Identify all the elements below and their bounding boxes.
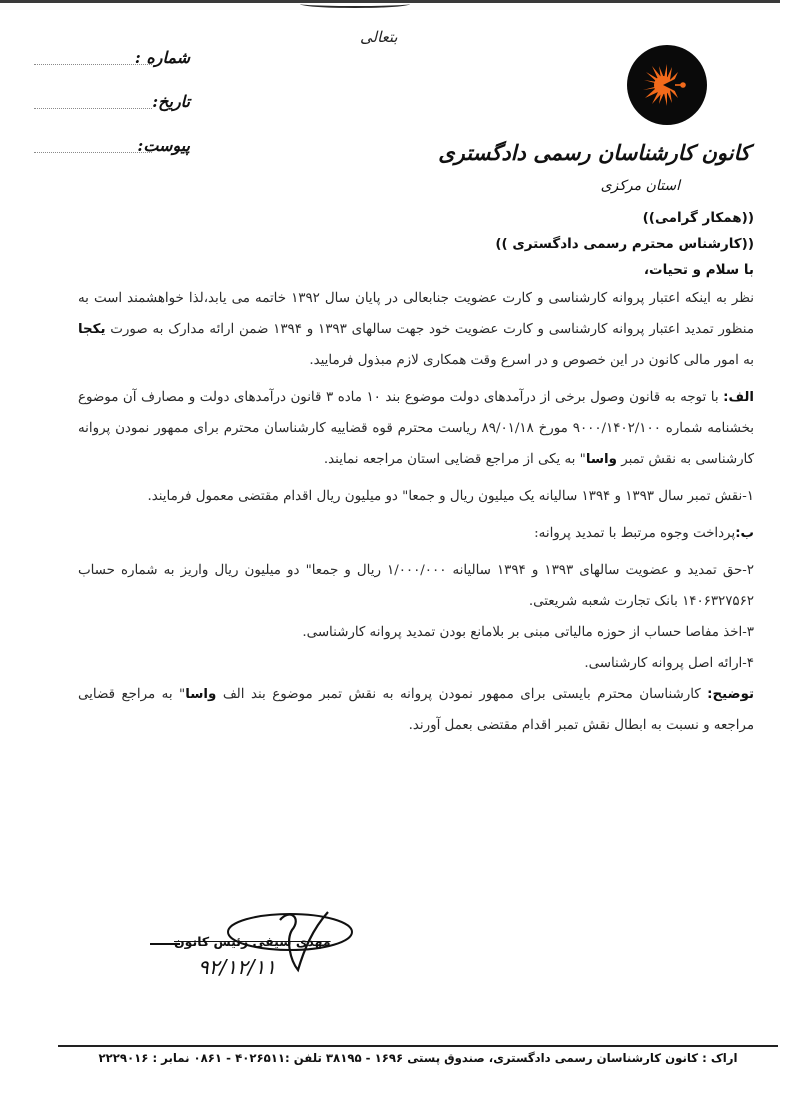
note-text-1: کارشناسان محترم بایستی برای ممهور نمودن پروانه به نقش تمبر موضوع بند الف [216,687,708,702]
section-b-paragraph [78,518,754,549]
section-a-text-2: " به یکی از مراجع قضایی استان مراجعه نمایند. [323,452,586,467]
section-a-bold-word: واسا [585,452,617,467]
item-1: ۱-نقش تمبر سال ۱۳۹۳ و ۱۳۹۴ سالیانه یک میلیون ریال و جمعا" دو میلیون ریال اقدام مقتضی معمول فرمایند. [147,489,754,504]
meta-number-row [30,48,200,92]
note-text-2: " به مراجع قضایی مراجعه و نسبت به ابطال نقش تمبر اقدام مقتضی بعمل آورند. [78,687,754,733]
salutation-colleague: ((همکار گرامی)) [642,210,754,226]
intro-text-2: به امور مالی کانون در این خصوص و در اسرع وقت همکاری لازم مبذول فرمایید. [309,353,754,368]
meta-date-row [30,92,200,136]
salutation-expert: ((کارشناس محترم رسمی دادگستری )) [495,236,754,252]
meta-number-label: شماره : [134,48,190,67]
meta-date-dotted-line [34,108,152,109]
note-bold-word: واسا [185,687,217,702]
intro-text-1: نظر به اینکه اعتبار پروانه کارشناسی و کارت عضویت جنابعالی در پایان سال ۱۳۹۲ خاتمه می یابد،لذا خواهشمند است به منظور تمدید اعتبار پروانه کارشناسی و کارت عضویت خود جهت سالهای ۱۳۹۳ و ۱۳۹۴ ضمن ارائه مدارک به صورت [78,291,755,337]
meta-attachment-label: پیوست: [137,136,190,155]
section-a-paragraph [78,382,754,475]
signature-block [140,900,370,990]
item-3: ۳-اخذ مفاصا حساب از حوزه مالیاتی مبنی بر بلامانع بودن تمدید پروانه کارشناسی. [302,625,754,640]
meta-date-label: تاریخ: [152,92,190,111]
organization-name: کانون کارشناسان رسمی دادگستری [438,140,750,165]
meta-attachment-dotted-line [34,152,152,153]
item-2: ۲-حق تمدید و عضویت سالهای ۱۳۹۳ و ۱۳۹۴ سالیانه ۱/۰۰۰/۰۰۰ ریال و جمعا" دو میلیون ریال واریز به شماره حساب ۱۴۰۶۳۲۷۵۶۲ بانک تجارت شعبه شریعتی. [78,563,754,609]
note-label: توضیح: [707,687,754,702]
footer-divider [58,1045,778,1047]
footer-address: اراک : کانون کارشناسان رسمی دادگستری، صندوق پستی ۱۶۹۶ - ۳۸۱۹۵ تلفن :۴۰۲۶۵۱۱ - ۰۸۶۱ نمابر : ۲۲۲۹۰۱۶ [98,1051,738,1065]
letter-meta-fields [30,48,200,180]
meta-attachment-row [30,136,200,180]
section-b-label: ب: [735,526,754,541]
note-paragraph [78,679,754,741]
item-4: ۴-ارائه اصل پروانه کارشناسی. [584,656,754,671]
sun-emblem-icon [626,44,708,126]
intro-paragraph [78,283,754,376]
greeting: با سلام و تحیات، [643,262,754,278]
organization-province: استان مرکزی [600,178,680,194]
section-a-label: الف: [723,390,755,405]
handwritten-date: ۹۲/۱۲/۱۱ [198,955,276,979]
invocation-heading: بتعالی [360,28,398,46]
intro-bold-word: یکجا [78,322,106,337]
signatory-name-title: مهدی سیفی رئیس کانون [174,934,331,949]
section-b-text: پرداخت وجوه مرتبط با تمدید پروانه: [534,526,736,541]
top-scan-mark [300,0,410,8]
section-a-text-1: با توجه به قانون وصول برخی از درآمدهای دولت موضوع بند ۱۰ ماده ۳ قانون درآمدهای دولت و مصارف آن موضوع بخشنامه شماره ۹۰۰۰/۱۴۰۲/۱۰۰ مورخ ۸۹/۰۱/۱۸ ریاست محترم قوه قضاییه کارشناسان محترم برای ممهور نمودن پروانه کارشناسی به نقش تمبر [78,390,754,467]
letter-body [78,205,754,741]
